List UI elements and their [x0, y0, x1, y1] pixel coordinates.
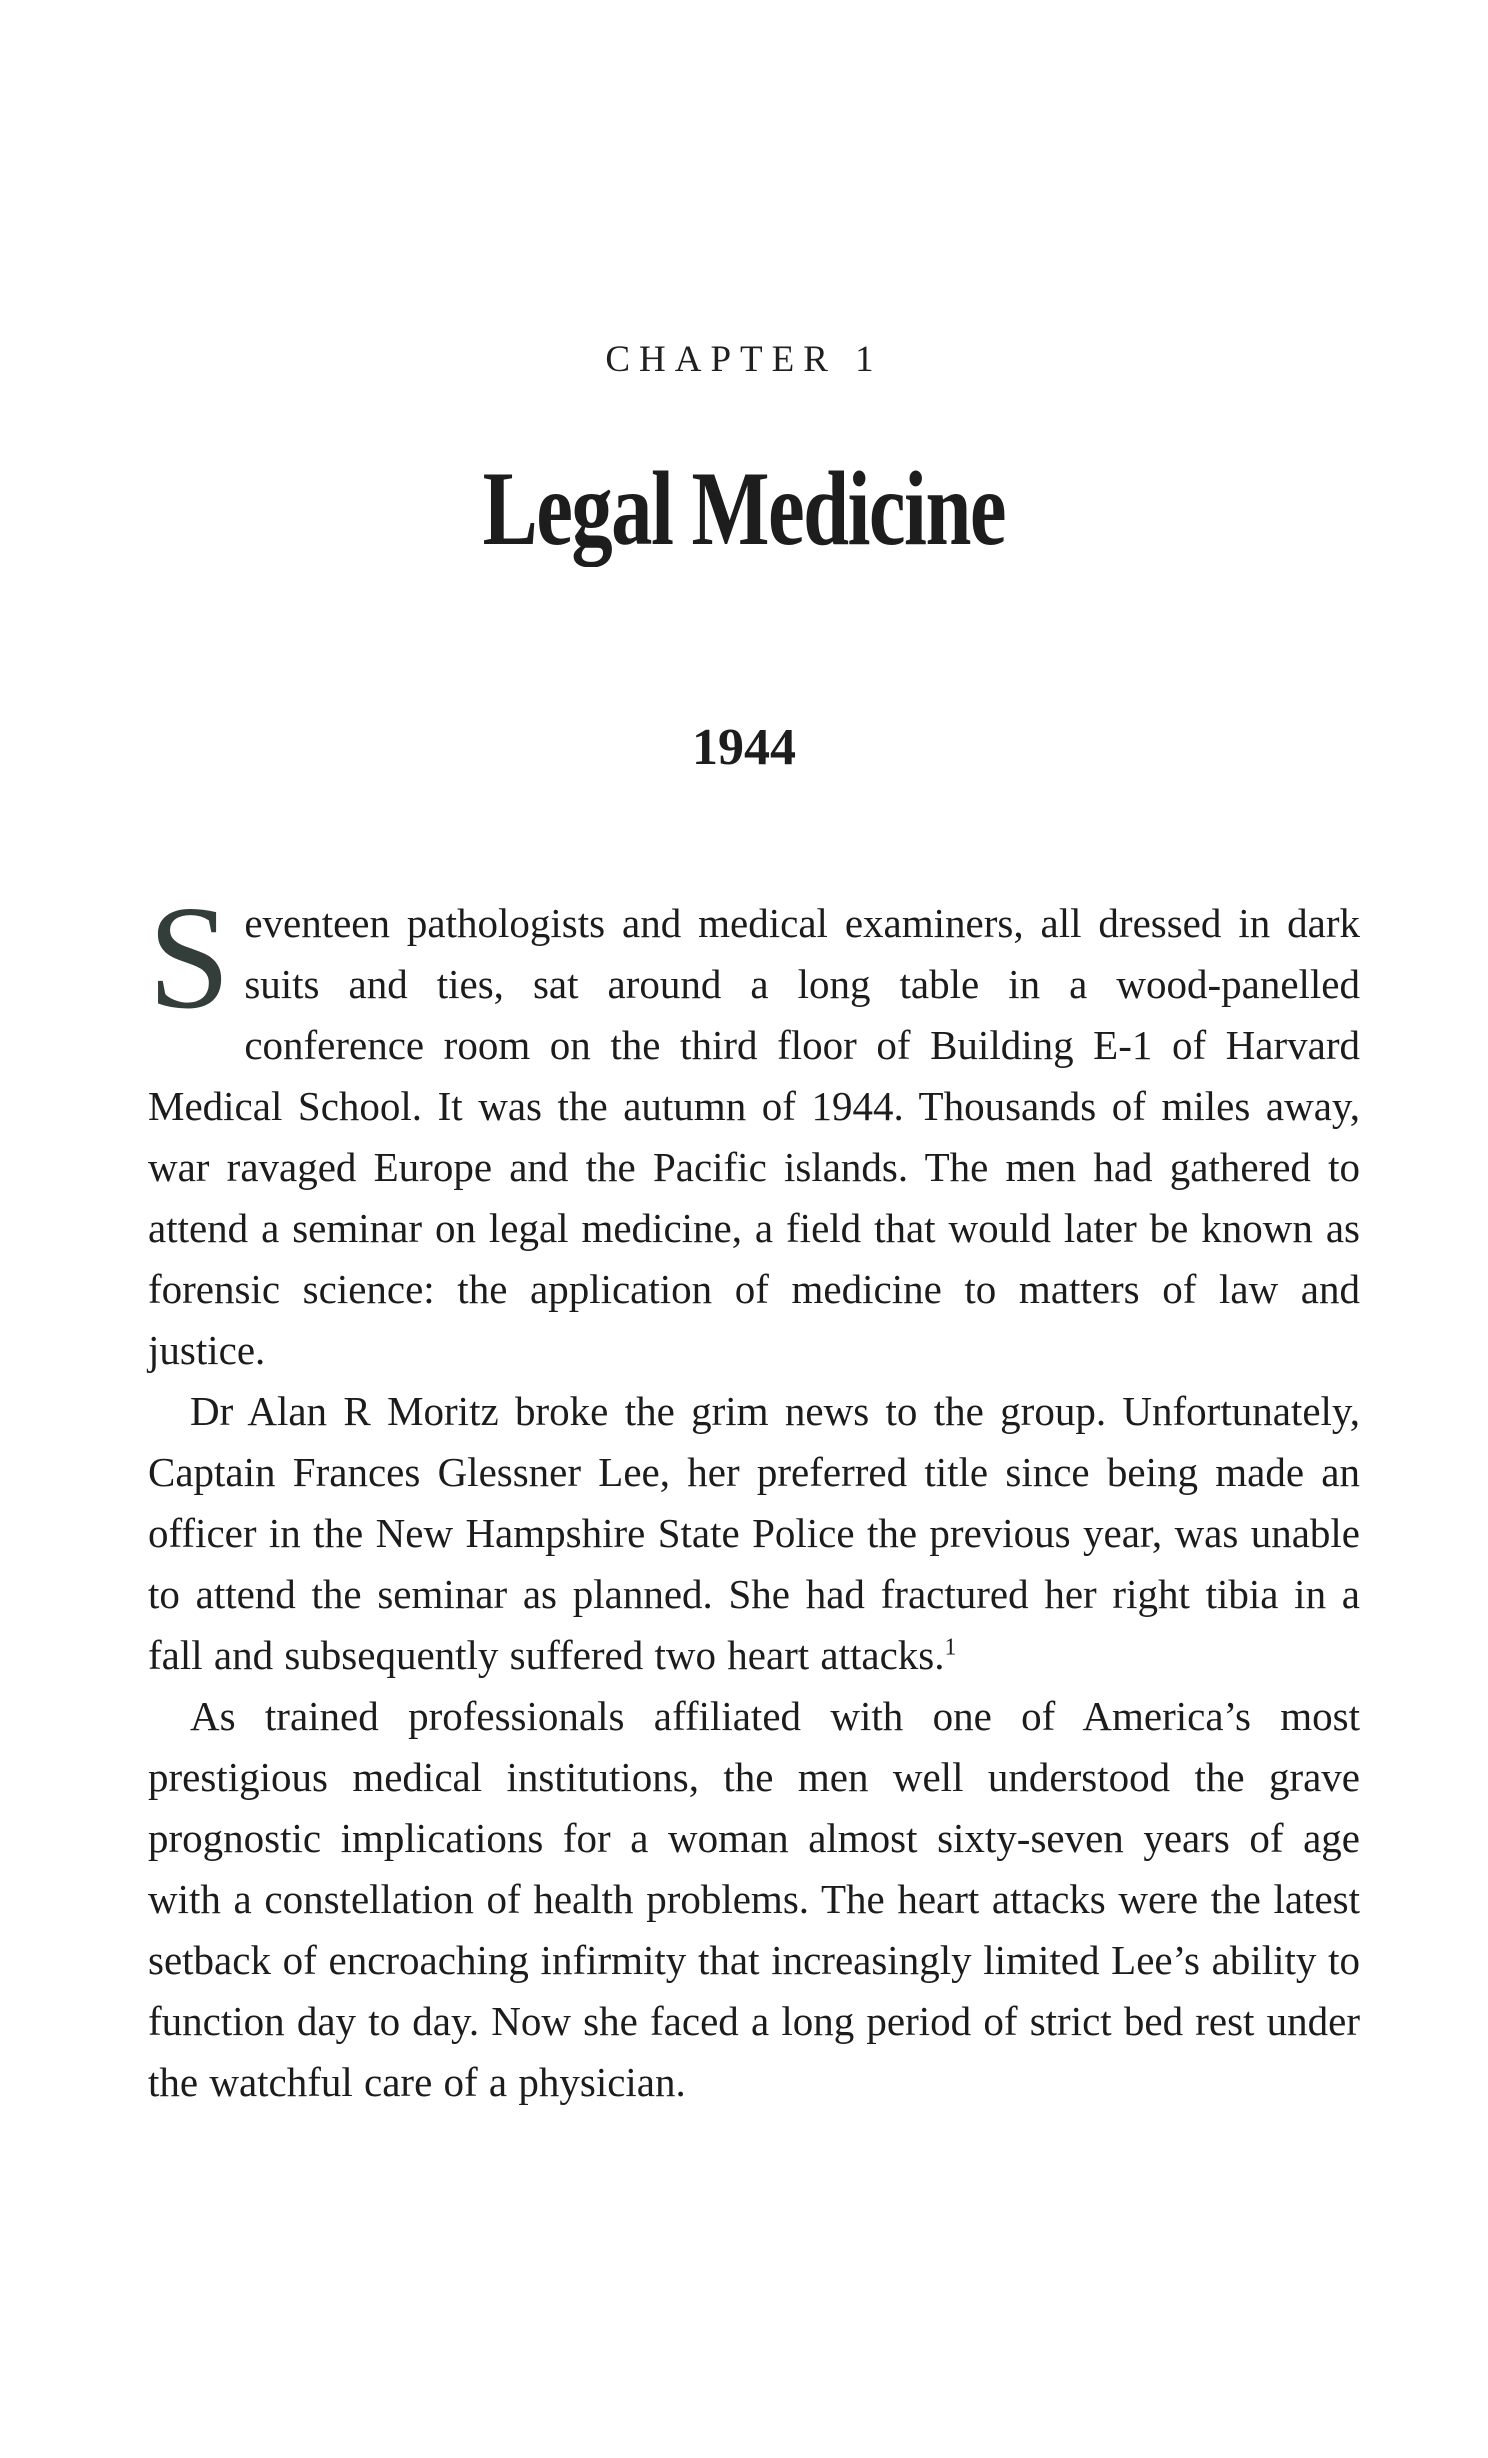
footnote-marker: 1: [944, 1634, 957, 1661]
body-text: [148, 876, 1360, 2113]
paragraph-2-text: Dr Alan R Moritz broke the grim news to the group. Unfortunately, Captain Frances Glessner Lee, her preferred title since being made an officer in the New Hampshire State Police the previous year, was unable to attend the seminar as planned. She had fractured her right tibia in a fall and subsequently suffered two heart attacks.: [148, 1388, 1360, 1678]
paragraph-3: [148, 1686, 1360, 2113]
chapter-title: [0, 448, 1488, 570]
chapter-label: CHAPTER 1: [605, 339, 883, 380]
year-heading: 1944: [692, 719, 796, 776]
paragraph-3-text: As trained professionals affiliated with one of America’s most prestigious medical institutions, the men well understood the grave prognostic implications for a woman almost sixty-seven years of age with a constellation of health problems. The heart attacks were the latest setback of encroaching infirmity that increasingly limited Lee’s ability to function day to day. Now she faced a long period of strict bed rest under the watchful care of a physician.: [148, 1693, 1360, 2105]
paragraph-1: [148, 876, 1360, 1381]
drop-cap: S: [148, 876, 231, 1040]
chapter-title-text: Legal Medicine: [482, 450, 1006, 567]
paragraph-1-text: eventeen pathologists and medical examiners, all dressed in dark suits and ties, sat around a long table in a wood-panelled conference room on the third floor of Building E-1 of Harvard Medical School. It was the autumn of 1944. Thousands of miles away, war ravaged Europe and the Pacific islands. The men had gathered to attend a seminar on legal medicine, a field that would later be known as forensic science: the application of medicine to matters of law and justice.: [148, 900, 1360, 1373]
paragraph-2: [148, 1381, 1360, 1686]
